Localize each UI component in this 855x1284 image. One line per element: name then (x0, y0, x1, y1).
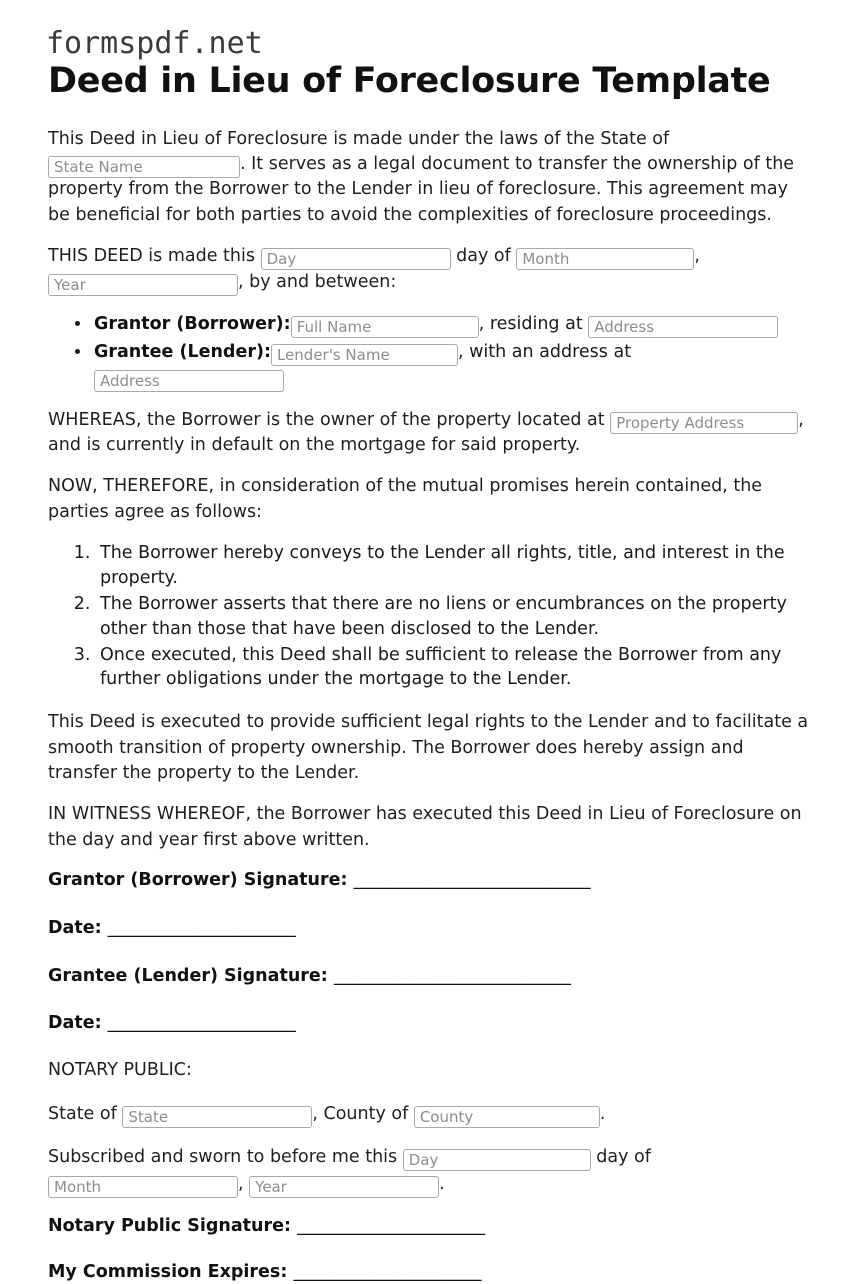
notary-signature-line[interactable]: _______________________ (297, 1215, 485, 1236)
now-therefore-paragraph: NOW, THEREFORE, in consideration of the mutual promises herein contained, the parties agree as follows: (48, 476, 763, 522)
notary-year-input[interactable] (249, 1176, 439, 1198)
deed-date-prefix: THIS DEED is made this (48, 246, 255, 267)
deed-date-comma: , (694, 246, 700, 267)
list-item-term-2: 2. The Borrower asserts that there are no liens or encumbrances on the property other than those that have been disclosed to the Lender. (96, 592, 809, 642)
notary-month-input[interactable] (48, 1176, 238, 1198)
site-logo: formspdf.net (46, 26, 263, 61)
deed-date-mid: day of (456, 246, 511, 267)
commission-expires-line[interactable]: _______________________ (293, 1262, 481, 1283)
intro-text-part1: This Deed in Lieu of Foreclosure is made under the laws of the State of (48, 128, 670, 149)
notary-signature-label: Notary Public Signature: (48, 1215, 291, 1236)
terms-list (46, 541, 809, 692)
notary-county-input[interactable] (414, 1106, 600, 1128)
list-item-grantee (92, 339, 809, 392)
grantee-date-row (48, 1012, 809, 1035)
notary-day-input[interactable] (403, 1149, 591, 1171)
property-address-input[interactable] (610, 412, 798, 434)
grantee-signature-line[interactable]: _____________________________ (333, 965, 571, 986)
notary-sworn-mid: day of (596, 1147, 651, 1168)
grantee-address-input[interactable] (94, 370, 284, 392)
execution-paragraph: This Deed is executed to provide sufficient legal rights to the Lender and to facilitate a smooth transition of property ownership. The Borrower does hereby assign and transfer the property to the Lender. (48, 712, 809, 784)
state-name-input[interactable] (48, 156, 240, 178)
notary-county-label: , County of (312, 1104, 409, 1125)
grantor-name-input[interactable] (291, 316, 479, 338)
grantor-address-input[interactable] (588, 316, 778, 338)
whereas-text-part2: , and is currently in default on the mortgage for said property. (48, 409, 804, 456)
notary-heading: NOTARY PUBLIC: (48, 1060, 192, 1081)
grantor-date-label: Date: (48, 917, 102, 938)
deed-year-input[interactable] (48, 274, 238, 296)
commission-expires-label: My Commission Expires: (48, 1262, 288, 1283)
grantee-date-label: Date: (48, 1013, 102, 1034)
grantee-label: Grantee (Lender): (94, 341, 271, 362)
deed-date-paragraph (48, 244, 809, 295)
grantee-signature-row (48, 965, 809, 988)
list-item-term-1: 1. The Borrower hereby conveys to the Lender all rights, title, and interest in the property. (96, 541, 809, 591)
page-title: Deed in Lieu of Foreclosure Template (48, 60, 771, 101)
notary-sworn-comma: , (238, 1174, 244, 1195)
grantor-signature-label: Grantor (Borrower) Signature: (48, 870, 348, 891)
list-item-grantor (92, 311, 809, 338)
intro-text-part2: . It serves as a legal document to transfer the ownership of the property from the Borrower to the Lender in lieu of foreclosure. This agreement may be beneficial for both parties to avoid the complexities of foreclosure proceedings. (48, 154, 795, 225)
grantee-name-input[interactable] (271, 344, 458, 366)
deed-date-suffix: , by and between: (238, 271, 397, 292)
grantee-signature-label: Grantee (Lender) Signature: (48, 965, 328, 986)
notary-state-label: State of (48, 1104, 117, 1125)
whereas-paragraph (48, 408, 809, 459)
grantee-date-line[interactable]: _______________________ (107, 1013, 296, 1034)
grantor-connector: , residing at (478, 313, 583, 334)
grantor-signature-row (48, 869, 809, 892)
witness-paragraph: IN WITNESS WHEREOF, the Borrower has executed this Deed in Lieu of Foreclosure on the day and year first above written. (48, 804, 802, 850)
notary-sworn-prefix: Subscribed and sworn to before me this (48, 1147, 398, 1168)
notary-state-county-row (48, 1101, 809, 1128)
deed-day-input[interactable] (261, 248, 451, 270)
notary-signature-row (48, 1215, 809, 1238)
grantor-date-row (48, 917, 809, 940)
intro-paragraph (48, 127, 809, 229)
notary-period: . (599, 1104, 606, 1125)
whereas-text-part1: WHEREAS, the Borrower is the owner of the property located at (48, 409, 605, 430)
grantor-label: Grantor (Borrower): (94, 313, 291, 334)
grantee-connector: , with an address at (457, 341, 632, 362)
parties-list (46, 311, 809, 392)
list-item-term-3: 3. Once executed, this Deed shall be sufficient to release the Borrower from any further obligations under the mortgage to the Lender. (96, 643, 809, 693)
notary-sworn-end: . (439, 1174, 445, 1195)
notary-sworn-row (48, 1144, 809, 1198)
deed-month-input[interactable] (516, 248, 694, 270)
notary-state-input[interactable] (122, 1106, 312, 1128)
commission-expires-row (48, 1261, 809, 1284)
grantor-date-line[interactable]: _______________________ (107, 917, 296, 938)
grantor-signature-line[interactable]: _____________________________ (353, 870, 590, 891)
